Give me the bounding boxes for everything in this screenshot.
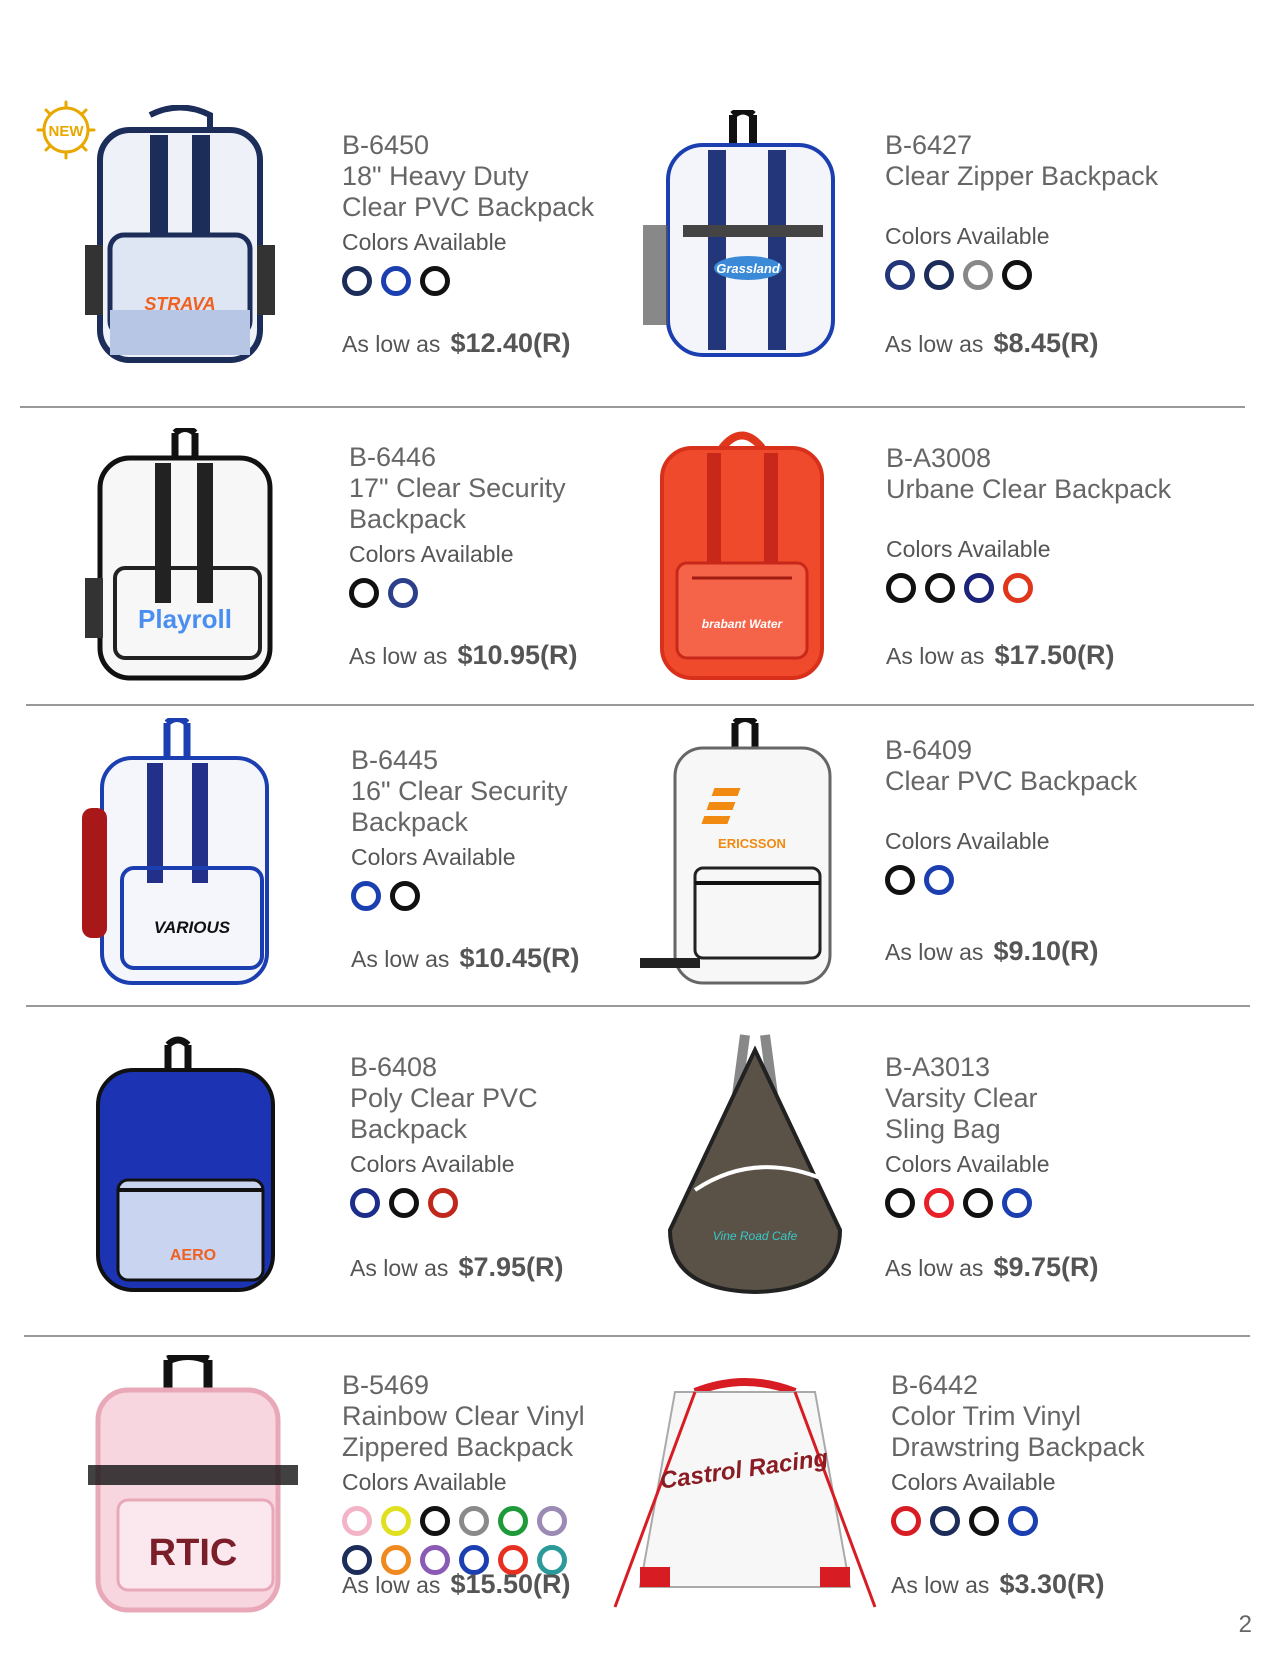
colors-available-label: Colors Available xyxy=(891,1469,1056,1495)
color-swatch[interactable] xyxy=(964,573,994,603)
svg-text:Castrol Racing: Castrol Racing xyxy=(658,1444,830,1495)
product-name: 18" Heavy Duty Clear PVC Backpack xyxy=(342,161,595,222)
color-swatch[interactable] xyxy=(891,1506,921,1536)
color-swatch[interactable] xyxy=(381,1506,411,1536)
price-prefix: As low as xyxy=(891,1572,990,1598)
color-swatch[interactable] xyxy=(389,1188,419,1218)
color-swatch[interactable] xyxy=(885,1188,915,1218)
product-name: Clear Zipper Backpack xyxy=(885,161,1159,191)
price-value: $15.50(R) xyxy=(450,1569,571,1599)
svg-text:AERO: AERO xyxy=(169,1247,217,1264)
color-swatches xyxy=(349,578,579,608)
color-swatch[interactable] xyxy=(1002,260,1032,290)
product-image[interactable] xyxy=(82,718,272,988)
svg-text:brabant Water: brabant Water xyxy=(701,617,783,631)
color-swatch[interactable] xyxy=(342,1506,372,1536)
price-row xyxy=(351,943,580,974)
product-image[interactable] xyxy=(655,1030,855,1300)
color-swatches xyxy=(342,1506,572,1575)
color-swatch[interactable] xyxy=(1002,1188,1032,1218)
color-swatch[interactable] xyxy=(885,865,915,895)
price-value: $3.30(R) xyxy=(999,1569,1105,1599)
svg-text:Playroll: Playroll xyxy=(138,604,232,634)
product-image[interactable] xyxy=(80,105,280,365)
price-prefix: As low as xyxy=(350,1255,449,1281)
price-prefix: As low as xyxy=(885,331,984,357)
product-name: 16" Clear Security Backpack xyxy=(351,776,568,837)
color-swatch[interactable] xyxy=(925,573,955,603)
price-prefix: As low as xyxy=(349,643,448,669)
color-swatch[interactable] xyxy=(930,1506,960,1536)
product-sku: B-5469 xyxy=(342,1370,430,1400)
product-name: Urbane Clear Backpack xyxy=(886,474,1172,504)
product-sku: B-6450 xyxy=(342,130,430,160)
price-value: $10.45(R) xyxy=(459,943,580,973)
product-sku: B-6442 xyxy=(891,1370,979,1400)
color-swatch[interactable] xyxy=(349,578,379,608)
colors-available-label: Colors Available xyxy=(886,536,1051,562)
price-value: $9.75(R) xyxy=(993,1252,1099,1282)
svg-text:Vine Road Cafe: Vine Road Cafe xyxy=(712,1229,798,1243)
page-number: 2 xyxy=(1238,1611,1252,1638)
svg-text:VARIOUS: VARIOUS xyxy=(153,918,231,937)
row-divider xyxy=(24,1335,1250,1337)
price-row xyxy=(350,1252,563,1283)
product-sku: B-6446 xyxy=(349,442,437,472)
product-sku: B-6445 xyxy=(351,745,439,775)
product-info xyxy=(885,130,1175,290)
product-info xyxy=(342,130,632,296)
product-image[interactable] xyxy=(638,110,848,365)
color-swatch[interactable] xyxy=(1003,573,1033,603)
product-name: Varsity Clear Sling Bag xyxy=(885,1083,1038,1144)
color-swatch[interactable] xyxy=(351,881,381,911)
price-row xyxy=(891,1569,1104,1600)
color-swatches xyxy=(885,865,1115,895)
price-prefix: As low as xyxy=(886,643,985,669)
color-swatch[interactable] xyxy=(924,865,954,895)
colors-available-label: Colors Available xyxy=(885,828,1050,854)
product-info xyxy=(349,442,639,608)
svg-text:Grassland: Grassland xyxy=(716,261,780,276)
color-swatch[interactable] xyxy=(350,1188,380,1218)
product-image[interactable] xyxy=(88,1030,278,1295)
product-sku: B-6409 xyxy=(885,735,973,765)
price-row xyxy=(342,1569,571,1600)
price-row xyxy=(885,328,1098,359)
product-image[interactable] xyxy=(640,718,840,988)
color-swatch[interactable] xyxy=(963,1188,993,1218)
color-swatch[interactable] xyxy=(924,1188,954,1218)
price-value: $17.50(R) xyxy=(994,640,1115,670)
colors-available-label: Colors Available xyxy=(349,541,514,567)
product-name: Color Trim Vinyl Drawstring Backpack xyxy=(891,1401,1145,1462)
colors-available-label: Colors Available xyxy=(885,1151,1050,1177)
colors-available-label: Colors Available xyxy=(342,1469,507,1495)
svg-text:RTIC: RTIC xyxy=(148,1532,238,1574)
color-swatch[interactable] xyxy=(390,881,420,911)
price-row xyxy=(885,936,1098,967)
color-swatches xyxy=(891,1506,1121,1536)
price-value: $8.45(R) xyxy=(993,328,1099,358)
color-swatch[interactable] xyxy=(537,1506,567,1536)
price-prefix: As low as xyxy=(342,331,441,357)
color-swatch[interactable] xyxy=(428,1188,458,1218)
svg-text:STRAVA: STRAVA xyxy=(144,294,216,314)
product-name: Clear PVC Backpack xyxy=(885,766,1138,796)
color-swatches xyxy=(886,573,1116,603)
price-prefix: As low as xyxy=(885,1255,984,1281)
color-swatch[interactable] xyxy=(969,1506,999,1536)
color-swatches xyxy=(885,1188,1115,1218)
product-name: Rainbow Clear Vinyl Zippered Backpack xyxy=(342,1401,585,1462)
color-swatches xyxy=(350,1188,580,1218)
color-swatch[interactable] xyxy=(886,573,916,603)
price-prefix: As low as xyxy=(342,1572,441,1598)
price-value: $12.40(R) xyxy=(450,328,571,358)
color-swatch[interactable] xyxy=(420,266,450,296)
product-sku: B-6408 xyxy=(350,1052,438,1082)
colors-available-label: Colors Available xyxy=(885,223,1050,249)
color-swatch[interactable] xyxy=(381,266,411,296)
product-image[interactable] xyxy=(605,1372,885,1622)
price-prefix: As low as xyxy=(885,939,984,965)
product-info xyxy=(350,1052,640,1218)
price-row xyxy=(342,328,571,359)
price-value: $7.95(R) xyxy=(458,1252,564,1282)
product-info xyxy=(891,1370,1181,1536)
row-divider xyxy=(26,1005,1250,1007)
price-row xyxy=(349,640,578,671)
price-value: $10.95(R) xyxy=(457,640,578,670)
product-sku: B-A3013 xyxy=(885,1052,991,1082)
color-swatches xyxy=(342,266,572,296)
row-divider xyxy=(26,704,1254,706)
colors-available-label: Colors Available xyxy=(342,229,507,255)
price-value: $9.10(R) xyxy=(993,936,1099,966)
product-name: Poly Clear PVC Backpack xyxy=(350,1083,538,1144)
product-image[interactable] xyxy=(652,428,832,683)
color-swatch[interactable] xyxy=(924,260,954,290)
color-swatch[interactable] xyxy=(459,1506,489,1536)
product-sku: B-A3008 xyxy=(886,443,992,473)
color-swatch[interactable] xyxy=(342,266,372,296)
row-divider xyxy=(20,406,1245,408)
new-badge-label: NEW xyxy=(48,123,84,140)
product-sku: B-6427 xyxy=(885,130,973,160)
color-swatch[interactable] xyxy=(498,1506,528,1536)
product-info xyxy=(342,1370,632,1575)
price-row xyxy=(885,1252,1098,1283)
color-swatch[interactable] xyxy=(420,1506,450,1536)
colors-available-label: Colors Available xyxy=(350,1151,515,1177)
color-swatch[interactable] xyxy=(388,578,418,608)
color-swatches xyxy=(885,260,1115,290)
product-image[interactable] xyxy=(85,428,285,683)
product-info xyxy=(885,1052,1175,1218)
color-swatches xyxy=(351,881,581,911)
product-info xyxy=(885,735,1175,895)
product-info xyxy=(351,745,641,911)
price-row xyxy=(886,640,1115,671)
product-info xyxy=(886,443,1176,603)
color-swatch[interactable] xyxy=(885,260,915,290)
product-image[interactable] xyxy=(88,1355,298,1615)
product-name: 17" Clear Security Backpack xyxy=(349,473,566,534)
color-swatch[interactable] xyxy=(1008,1506,1038,1536)
price-prefix: As low as xyxy=(351,946,450,972)
color-swatch[interactable] xyxy=(963,260,993,290)
svg-text:ERICSSON: ERICSSON xyxy=(718,836,786,851)
colors-available-label: Colors Available xyxy=(351,844,516,870)
